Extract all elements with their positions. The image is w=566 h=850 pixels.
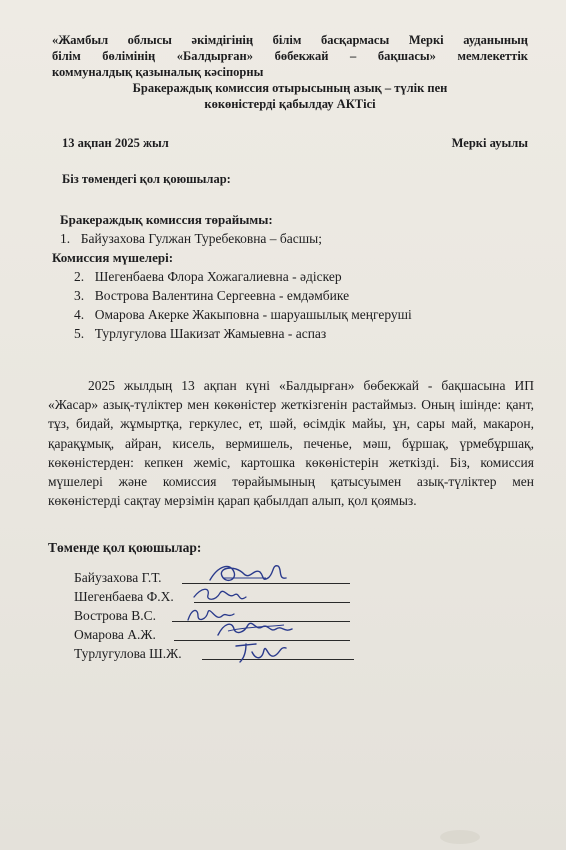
member-text: Турлугулова Шакизат Жамыевна - аспаз <box>94 326 327 341</box>
document-place: Меркі ауылы <box>451 136 528 150</box>
signer-row <box>74 625 374 644</box>
act-body-paragraph: 2025 жылдың 13 ақпан күні «Балдырған» бөбекжай - бақшасына ИП «Жасар» азық-түліктер мен көкөністер жеткізгенін растаймыз. Оның ішінде: қант, тұз, бидай, жұмыртқа, геркулес, ет, шәй, өсімдік майы, ұн, сары май, макарон, қарақұмық, айран, кисель, вермишель, печенье, мәш, бұршақ, үрмебұршақ, көкөністерден: кепкен жеміс, картошка көкөністерін жеткізді. Біз, комиссия мүшелері және комиссия төрайымының қатысуымен азық-түліктер мен көкөністерді сақтау мерзімін қарап қабылдап алып, қол қоямыз. <box>48 378 534 509</box>
organization-header <box>52 32 528 80</box>
document-title <box>52 80 528 112</box>
title-line-1: Бракераждық комиссия отырысының азық – түлік пен <box>132 81 448 95</box>
member-number: 1. <box>60 231 71 246</box>
signer-name: Турлугулова Ш.Ж. <box>74 646 182 661</box>
chair-member <box>52 229 532 248</box>
member-number: 3. <box>74 288 85 303</box>
committee-list <box>52 210 532 343</box>
members-list <box>52 267 532 343</box>
member-text: Вострова Валентина Сергеевна - емдәмбике <box>94 288 350 303</box>
header-line-2: білім бөлімінің «Балдырған» бөбекжай – бақшасы» мемлекеттік <box>52 49 528 63</box>
signer-name: Шегенбаева Ф.Х. <box>74 589 174 604</box>
member-item <box>74 286 532 305</box>
header-line-1: «Жамбыл облысы әкімдігінің білім басқармасы Меркі ауданының <box>52 33 528 47</box>
member-number: 4. <box>74 307 85 322</box>
signature-icon <box>230 636 294 666</box>
signers-list <box>74 568 374 663</box>
member-text: Омарова Акерке Жакыповна - шаруашылық меңгеруші <box>94 307 412 322</box>
chair-heading: Бракераждық комиссия төрайымы: <box>60 212 273 227</box>
member-number: 2. <box>74 269 85 284</box>
member-number: 5. <box>74 326 85 341</box>
signer-row <box>74 644 374 663</box>
document-date: 13 ақпан 2025 жыл <box>62 136 169 150</box>
date-place-row <box>62 136 528 151</box>
signer-name: Вострова В.С. <box>74 608 156 623</box>
intro-text: Біз төмендегі қол қоюшылар: <box>62 172 231 186</box>
title-line-2: көкөністерді қабылдау АКТісі <box>204 97 376 111</box>
member-item <box>74 324 532 343</box>
member-text: Байузахова Гулжан Туребековна – басшы; <box>80 231 322 246</box>
signer-name: Байузахова Г.Т. <box>74 570 162 585</box>
header-line-3: коммуналдық қазыналық кәсіпорны <box>52 65 264 79</box>
member-text: Шегенбаева Флора Хожагалиевна - әдіскер <box>94 269 342 284</box>
member-item <box>74 305 532 324</box>
members-heading: Комиссия мүшелері: <box>52 250 174 265</box>
signer-name: Омарова А.Ж. <box>74 627 156 642</box>
signers-heading: Төменде қол қоюшылар: <box>48 540 202 555</box>
paper-stain <box>440 830 480 844</box>
member-item <box>74 267 532 286</box>
